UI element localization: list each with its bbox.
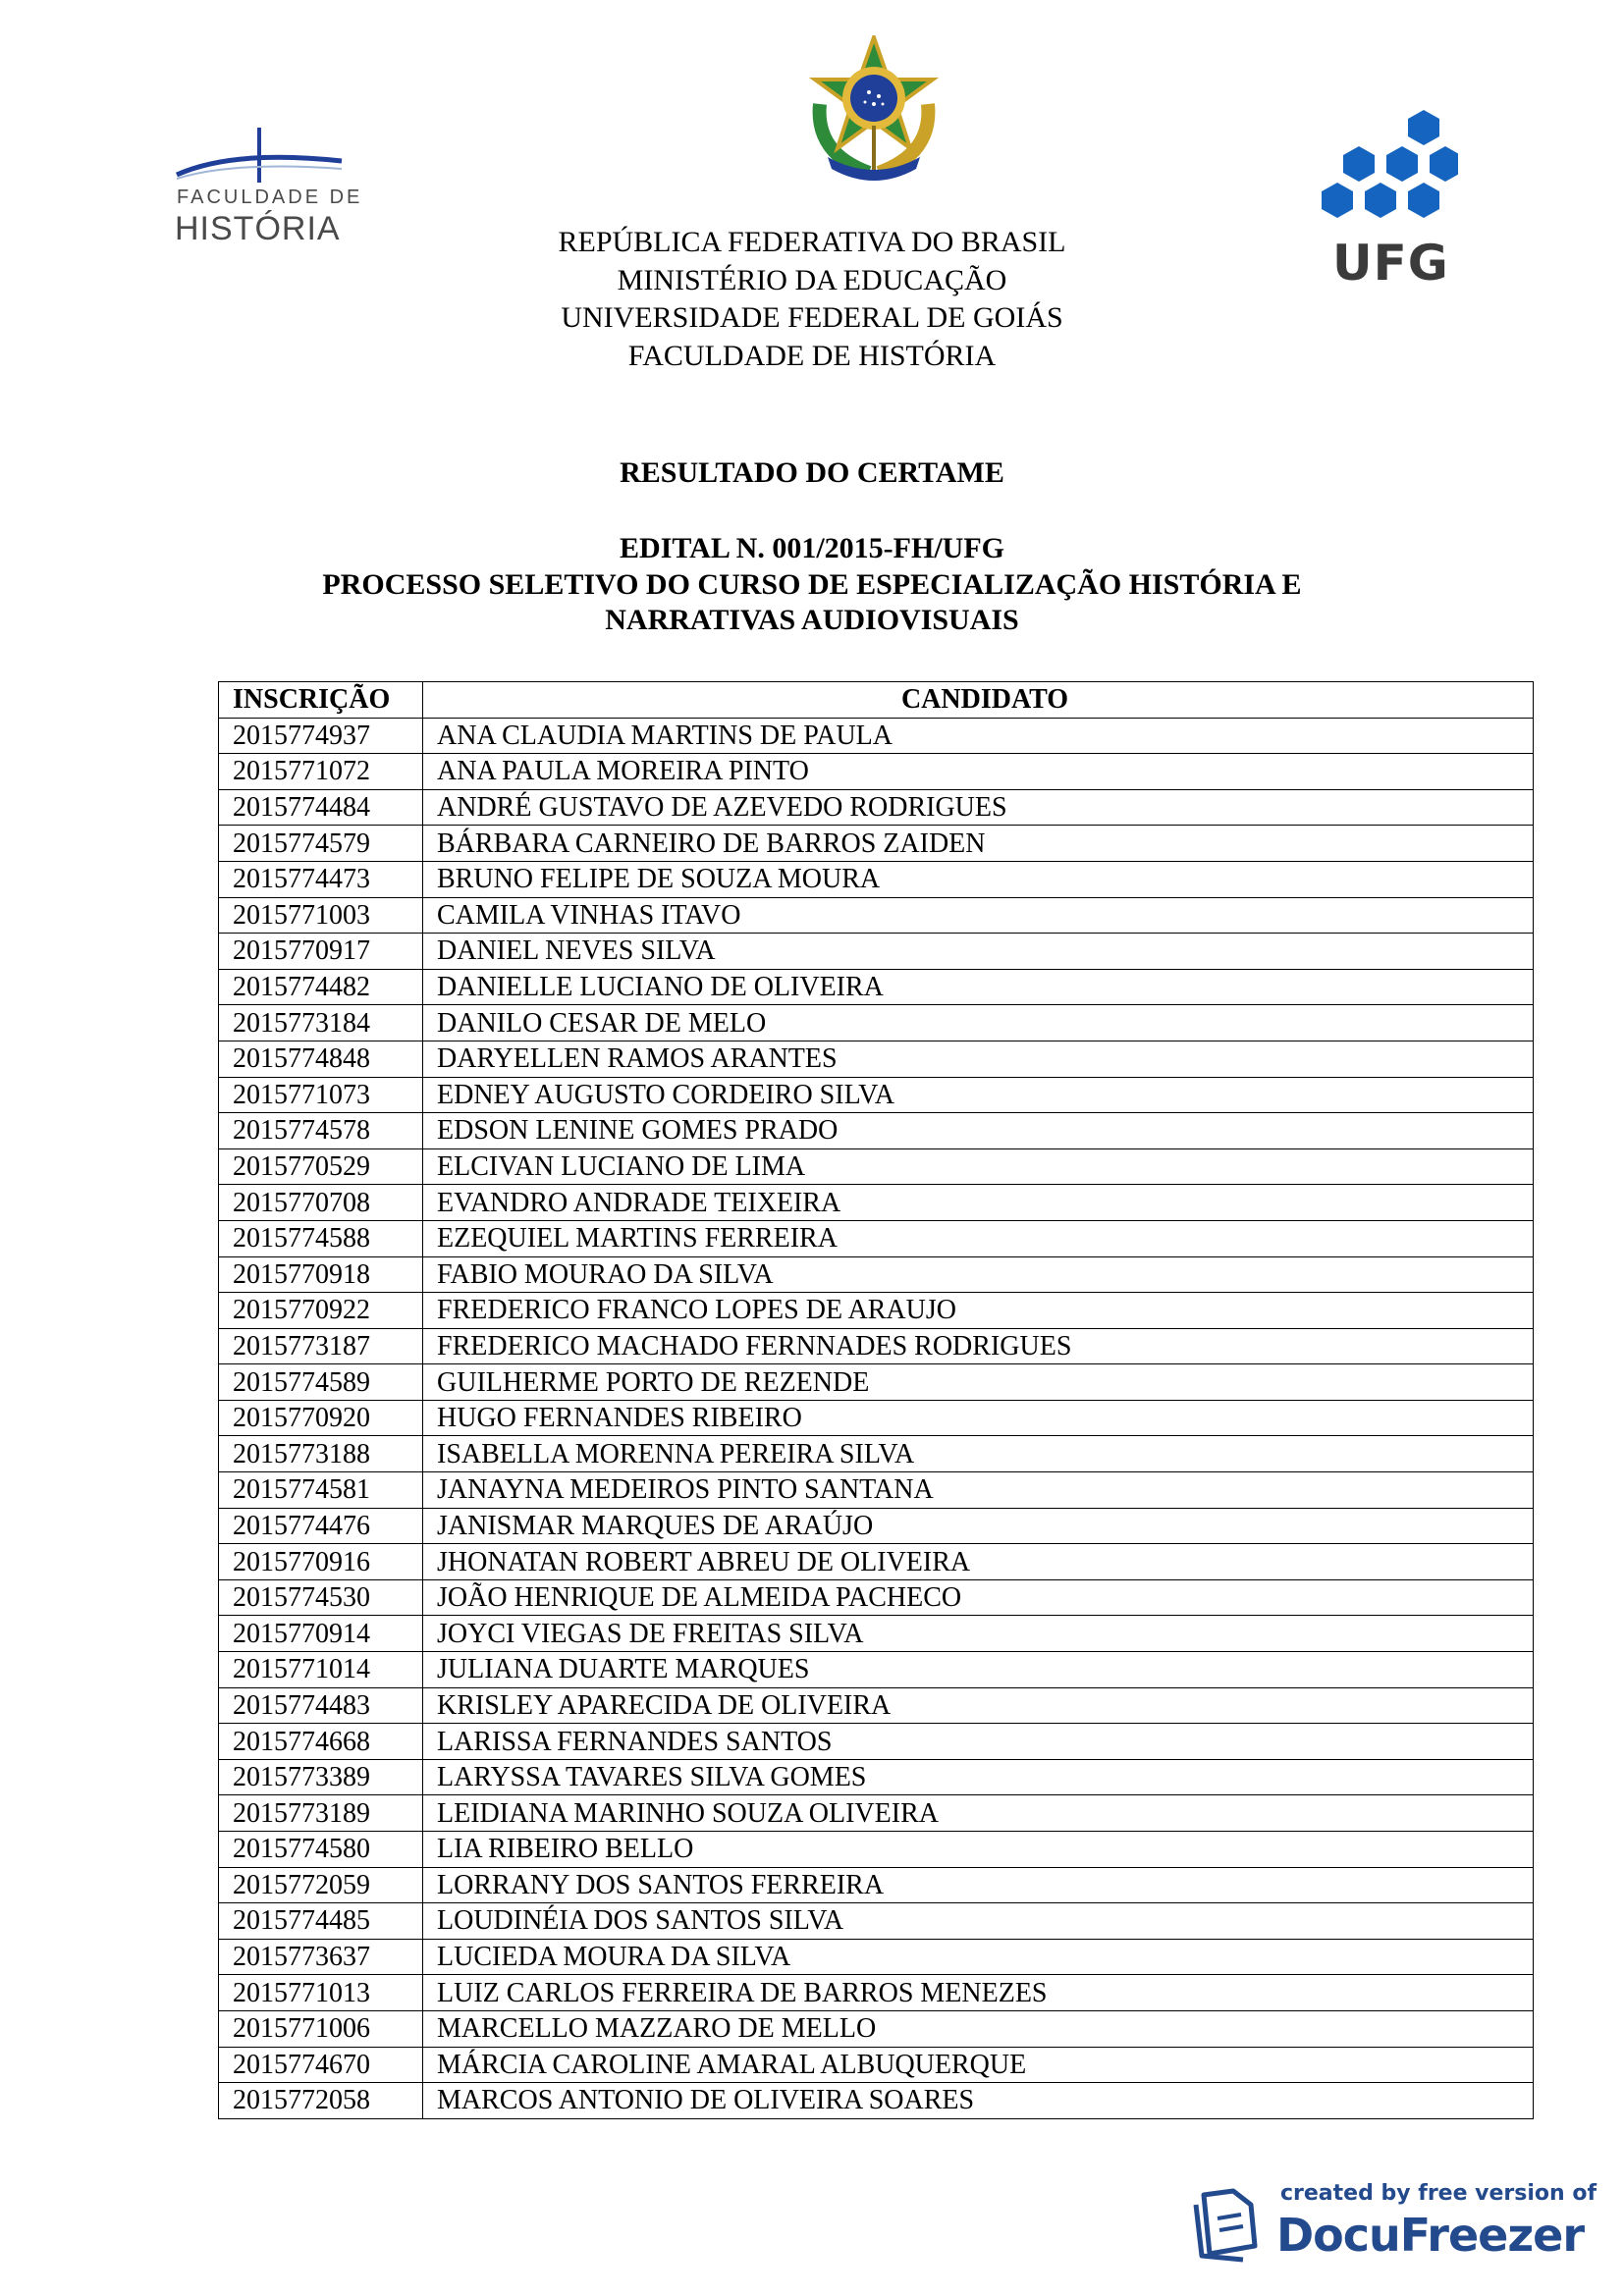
table-row	[219, 1436, 1534, 1472]
candidato-cell: CAMILA VINHAS ITAVO	[423, 897, 1534, 934]
candidato-cell: JULIANA DUARTE MARQUES	[423, 1652, 1534, 1688]
table-row	[219, 1832, 1534, 1868]
candidato-cell: LUCIEDA MOURA DA SILVA	[423, 1939, 1534, 1975]
inscricao-cell: 2015773187	[219, 1328, 423, 1364]
candidato-cell: EZEQUIEL MARTINS FERREIRA	[423, 1220, 1534, 1256]
inscricao-cell: 2015774579	[219, 826, 423, 862]
docufreezer-watermark	[1186, 2181, 1598, 2269]
table-row	[219, 1185, 1534, 1221]
inscricao-cell: 2015773189	[219, 1795, 423, 1832]
institution-line: MINISTÉRIO DA EDUCAÇÃO	[617, 263, 1007, 296]
institution-header	[0, 224, 1624, 375]
inscricao-cell: 2015774484	[219, 789, 423, 826]
inscricao-cell: 2015770529	[219, 1148, 423, 1185]
inscricao-cell: 2015770917	[219, 934, 423, 970]
inscricao-cell: 2015770918	[219, 1256, 423, 1293]
table-row	[219, 1508, 1534, 1544]
brazil-coat-of-arms	[800, 35, 947, 192]
table-row	[219, 1652, 1534, 1688]
inscricao-cell: 2015770916	[219, 1544, 423, 1580]
table-row	[219, 1220, 1534, 1256]
inscricao-cell: 2015773188	[219, 1436, 423, 1472]
candidato-cell: FABIO MOURAO DA SILVA	[423, 1256, 1534, 1293]
document-title: RESULTADO DO CERTAME	[620, 456, 1004, 489]
inscricao-cell: 2015773184	[219, 1005, 423, 1041]
coat-of-arms-icon	[800, 35, 947, 192]
institution-line: UNIVERSIDADE FEDERAL DE GOIÁS	[561, 301, 1063, 334]
candidato-cell: LARISSA FERNANDES SANTOS	[423, 1724, 1534, 1760]
table-row	[219, 2010, 1534, 2047]
table-row	[219, 1687, 1534, 1724]
table-row	[219, 826, 1534, 862]
inscricao-cell: 2015770922	[219, 1293, 423, 1329]
candidato-cell: HUGO FERNANDES RIBEIRO	[423, 1400, 1534, 1436]
edital-block	[0, 531, 1624, 639]
candidato-cell: KRISLEY APARECIDA DE OLIVEIRA	[423, 1687, 1534, 1724]
inscricao-cell: 2015771073	[219, 1077, 423, 1113]
candidato-cell: MÁRCIA CAROLINE AMARAL ALBUQUERQUE	[423, 2047, 1534, 2083]
table-row	[219, 897, 1534, 934]
table-row	[219, 1328, 1534, 1364]
inscricao-cell: 2015774485	[219, 1903, 423, 1940]
candidato-cell: ANDRÉ GUSTAVO DE AZEVEDO RODRIGUES	[423, 789, 1534, 826]
inscricao-cell: 2015770708	[219, 1185, 423, 1221]
inscricao-cell: 2015774530	[219, 1579, 423, 1616]
table-row	[219, 2083, 1534, 2119]
watermark-brand: DocuFreezer	[1276, 2209, 1585, 2262]
inscricao-cell: 2015771013	[219, 1975, 423, 2011]
candidato-cell: DANIELLE LUCIANO DE OLIVEIRA	[423, 969, 1534, 1005]
candidato-cell: EVANDRO ANDRADE TEIXEIRA	[423, 1185, 1534, 1221]
inscricao-cell: 2015774937	[219, 718, 423, 754]
table-row	[219, 1867, 1534, 1903]
candidato-cell: LOUDINÉIA DOS SANTOS SILVA	[423, 1903, 1534, 1940]
candidato-cell: DARYELLEN RAMOS ARANTES	[423, 1041, 1534, 1077]
inscricao-cell: 2015774668	[219, 1724, 423, 1760]
inscricao-cell: 2015771014	[219, 1652, 423, 1688]
candidato-cell: BÁRBARA CARNEIRO DE BARROS ZAIDEN	[423, 826, 1534, 862]
candidato-cell: BRUNO FELIPE DE SOUZA MOURA	[423, 861, 1534, 897]
process-title-line1: PROCESSO SELETIVO DO CURSO DE ESPECIALIZAÇÃO HISTÓRIA E	[322, 567, 1302, 601]
process-title-line2: NARRATIVAS AUDIOVISUAIS	[605, 604, 1019, 636]
table-row	[219, 1293, 1534, 1329]
candidato-cell: ANA PAULA MOREIRA PINTO	[423, 754, 1534, 790]
candidato-cell: LORRANY DOS SANTOS FERREIRA	[423, 1867, 1534, 1903]
inscricao-cell: 2015771072	[219, 754, 423, 790]
table-row	[219, 1759, 1534, 1795]
inscricao-cell: 2015773389	[219, 1759, 423, 1795]
candidato-cell: JOYCI VIEGAS DE FREITAS SILVA	[423, 1616, 1534, 1652]
table-row	[219, 1077, 1534, 1113]
inscricao-cell: 2015772059	[219, 1867, 423, 1903]
candidato-cell: JANISMAR MARQUES DE ARAÚJO	[423, 1508, 1534, 1544]
table-row	[219, 1939, 1534, 1975]
table-body	[219, 718, 1534, 2118]
candidato-cell: LIA RIBEIRO BELLO	[423, 1832, 1534, 1868]
table-row	[219, 1795, 1534, 1832]
table-row	[219, 969, 1534, 1005]
results-table	[218, 681, 1534, 2119]
inscricao-cell: 2015774483	[219, 1687, 423, 1724]
table-row	[219, 789, 1534, 826]
inscricao-cell: 2015774578	[219, 1113, 423, 1149]
table-row	[219, 1579, 1534, 1616]
ufg-logo-text: UFG	[1332, 235, 1449, 292]
edital-number: EDITAL N. 001/2015-FH/UFG	[620, 532, 1004, 564]
table-row	[219, 1041, 1534, 1077]
inscricao-cell: 2015774589	[219, 1364, 423, 1401]
candidato-cell: FREDERICO MACHADO FERNNADES RODRIGUES	[423, 1328, 1534, 1364]
inscricao-cell: 2015774482	[219, 969, 423, 1005]
table-row	[219, 1903, 1534, 1940]
candidato-cell: LEIDIANA MARINHO SOUZA OLIVEIRA	[423, 1795, 1534, 1832]
candidato-cell: MARCELLO MAZZARO DE MELLO	[423, 2010, 1534, 2047]
inscricao-cell: 2015774588	[219, 1220, 423, 1256]
institution-line: FACULDADE DE HISTÓRIA	[627, 339, 997, 372]
table-row	[219, 1256, 1534, 1293]
inscricao-cell: 2015771006	[219, 2010, 423, 2047]
institution-line: REPÚBLICA FEDERATIVA DO BRASIL	[558, 226, 1066, 258]
candidato-cell: JOÃO HENRIQUE DE ALMEIDA PACHECO	[423, 1579, 1534, 1616]
table-header-row	[219, 682, 1534, 719]
docufreezer-document-icon	[1186, 2185, 1269, 2268]
candidato-cell: JANAYNA MEDEIROS PINTO SANTANA	[423, 1472, 1534, 1509]
table-row	[219, 1544, 1534, 1580]
header-candidato: CANDIDATO	[423, 682, 1534, 719]
watermark-caption: created by free version of	[1280, 2181, 1597, 2206]
inscricao-cell: 2015774848	[219, 1041, 423, 1077]
table-row	[219, 1724, 1534, 1760]
table-row	[219, 934, 1534, 970]
candidato-cell: LARYSSA TAVARES SILVA GOMES	[423, 1759, 1534, 1795]
table-row	[219, 1364, 1534, 1401]
table-row	[219, 1005, 1534, 1041]
table-row	[219, 2047, 1534, 2083]
faculdade-arc-icon	[175, 122, 347, 187]
inscricao-cell: 2015770914	[219, 1616, 423, 1652]
candidato-cell: ISABELLA MORENNA PEREIRA SILVA	[423, 1436, 1534, 1472]
inscricao-cell: 2015773637	[219, 1939, 423, 1975]
inscricao-cell: 2015770920	[219, 1400, 423, 1436]
candidato-cell: ELCIVAN LUCIANO DE LIMA	[423, 1148, 1534, 1185]
candidato-cell: LUIZ CARLOS FERREIRA DE BARROS MENEZES	[423, 1975, 1534, 2011]
candidato-cell: DANIEL NEVES SILVA	[423, 934, 1534, 970]
candidato-cell: FREDERICO FRANCO LOPES DE ARAUJO	[423, 1293, 1534, 1329]
inscricao-cell: 2015774581	[219, 1472, 423, 1509]
candidato-cell: MARCOS ANTONIO DE OLIVEIRA SOARES	[423, 2083, 1534, 2119]
ufg-hexagons-icon	[1321, 110, 1458, 233]
faculdade-logo-line2: HISTÓRIA	[175, 210, 341, 247]
table-row	[219, 1975, 1534, 2011]
candidato-cell: GUILHERME PORTO DE REZENDE	[423, 1364, 1534, 1401]
table-row	[219, 1400, 1534, 1436]
table-row	[219, 1472, 1534, 1509]
candidato-cell: ANA CLAUDIA MARTINS DE PAULA	[423, 718, 1534, 754]
table-row	[219, 754, 1534, 790]
inscricao-cell: 2015771003	[219, 897, 423, 934]
table-row	[219, 1113, 1534, 1149]
inscricao-cell: 2015774476	[219, 1508, 423, 1544]
candidato-cell: DANILO CESAR DE MELO	[423, 1005, 1534, 1041]
table-row	[219, 718, 1534, 754]
candidato-cell: EDNEY AUGUSTO CORDEIRO SILVA	[423, 1077, 1534, 1113]
table-row	[219, 861, 1534, 897]
faculdade-logo-line1: FACULDADE DE	[177, 187, 363, 208]
candidato-cell: EDSON LENINE GOMES PRADO	[423, 1113, 1534, 1149]
inscricao-cell: 2015772058	[219, 2083, 423, 2119]
inscricao-cell: 2015774473	[219, 861, 423, 897]
table-row	[219, 1148, 1534, 1185]
table-row	[219, 1616, 1534, 1652]
candidato-cell: JHONATAN ROBERT ABREU DE OLIVEIRA	[423, 1544, 1534, 1580]
header-inscricao: INSCRIÇÃO	[219, 682, 423, 719]
inscricao-cell: 2015774670	[219, 2047, 423, 2083]
inscricao-cell: 2015774580	[219, 1832, 423, 1868]
